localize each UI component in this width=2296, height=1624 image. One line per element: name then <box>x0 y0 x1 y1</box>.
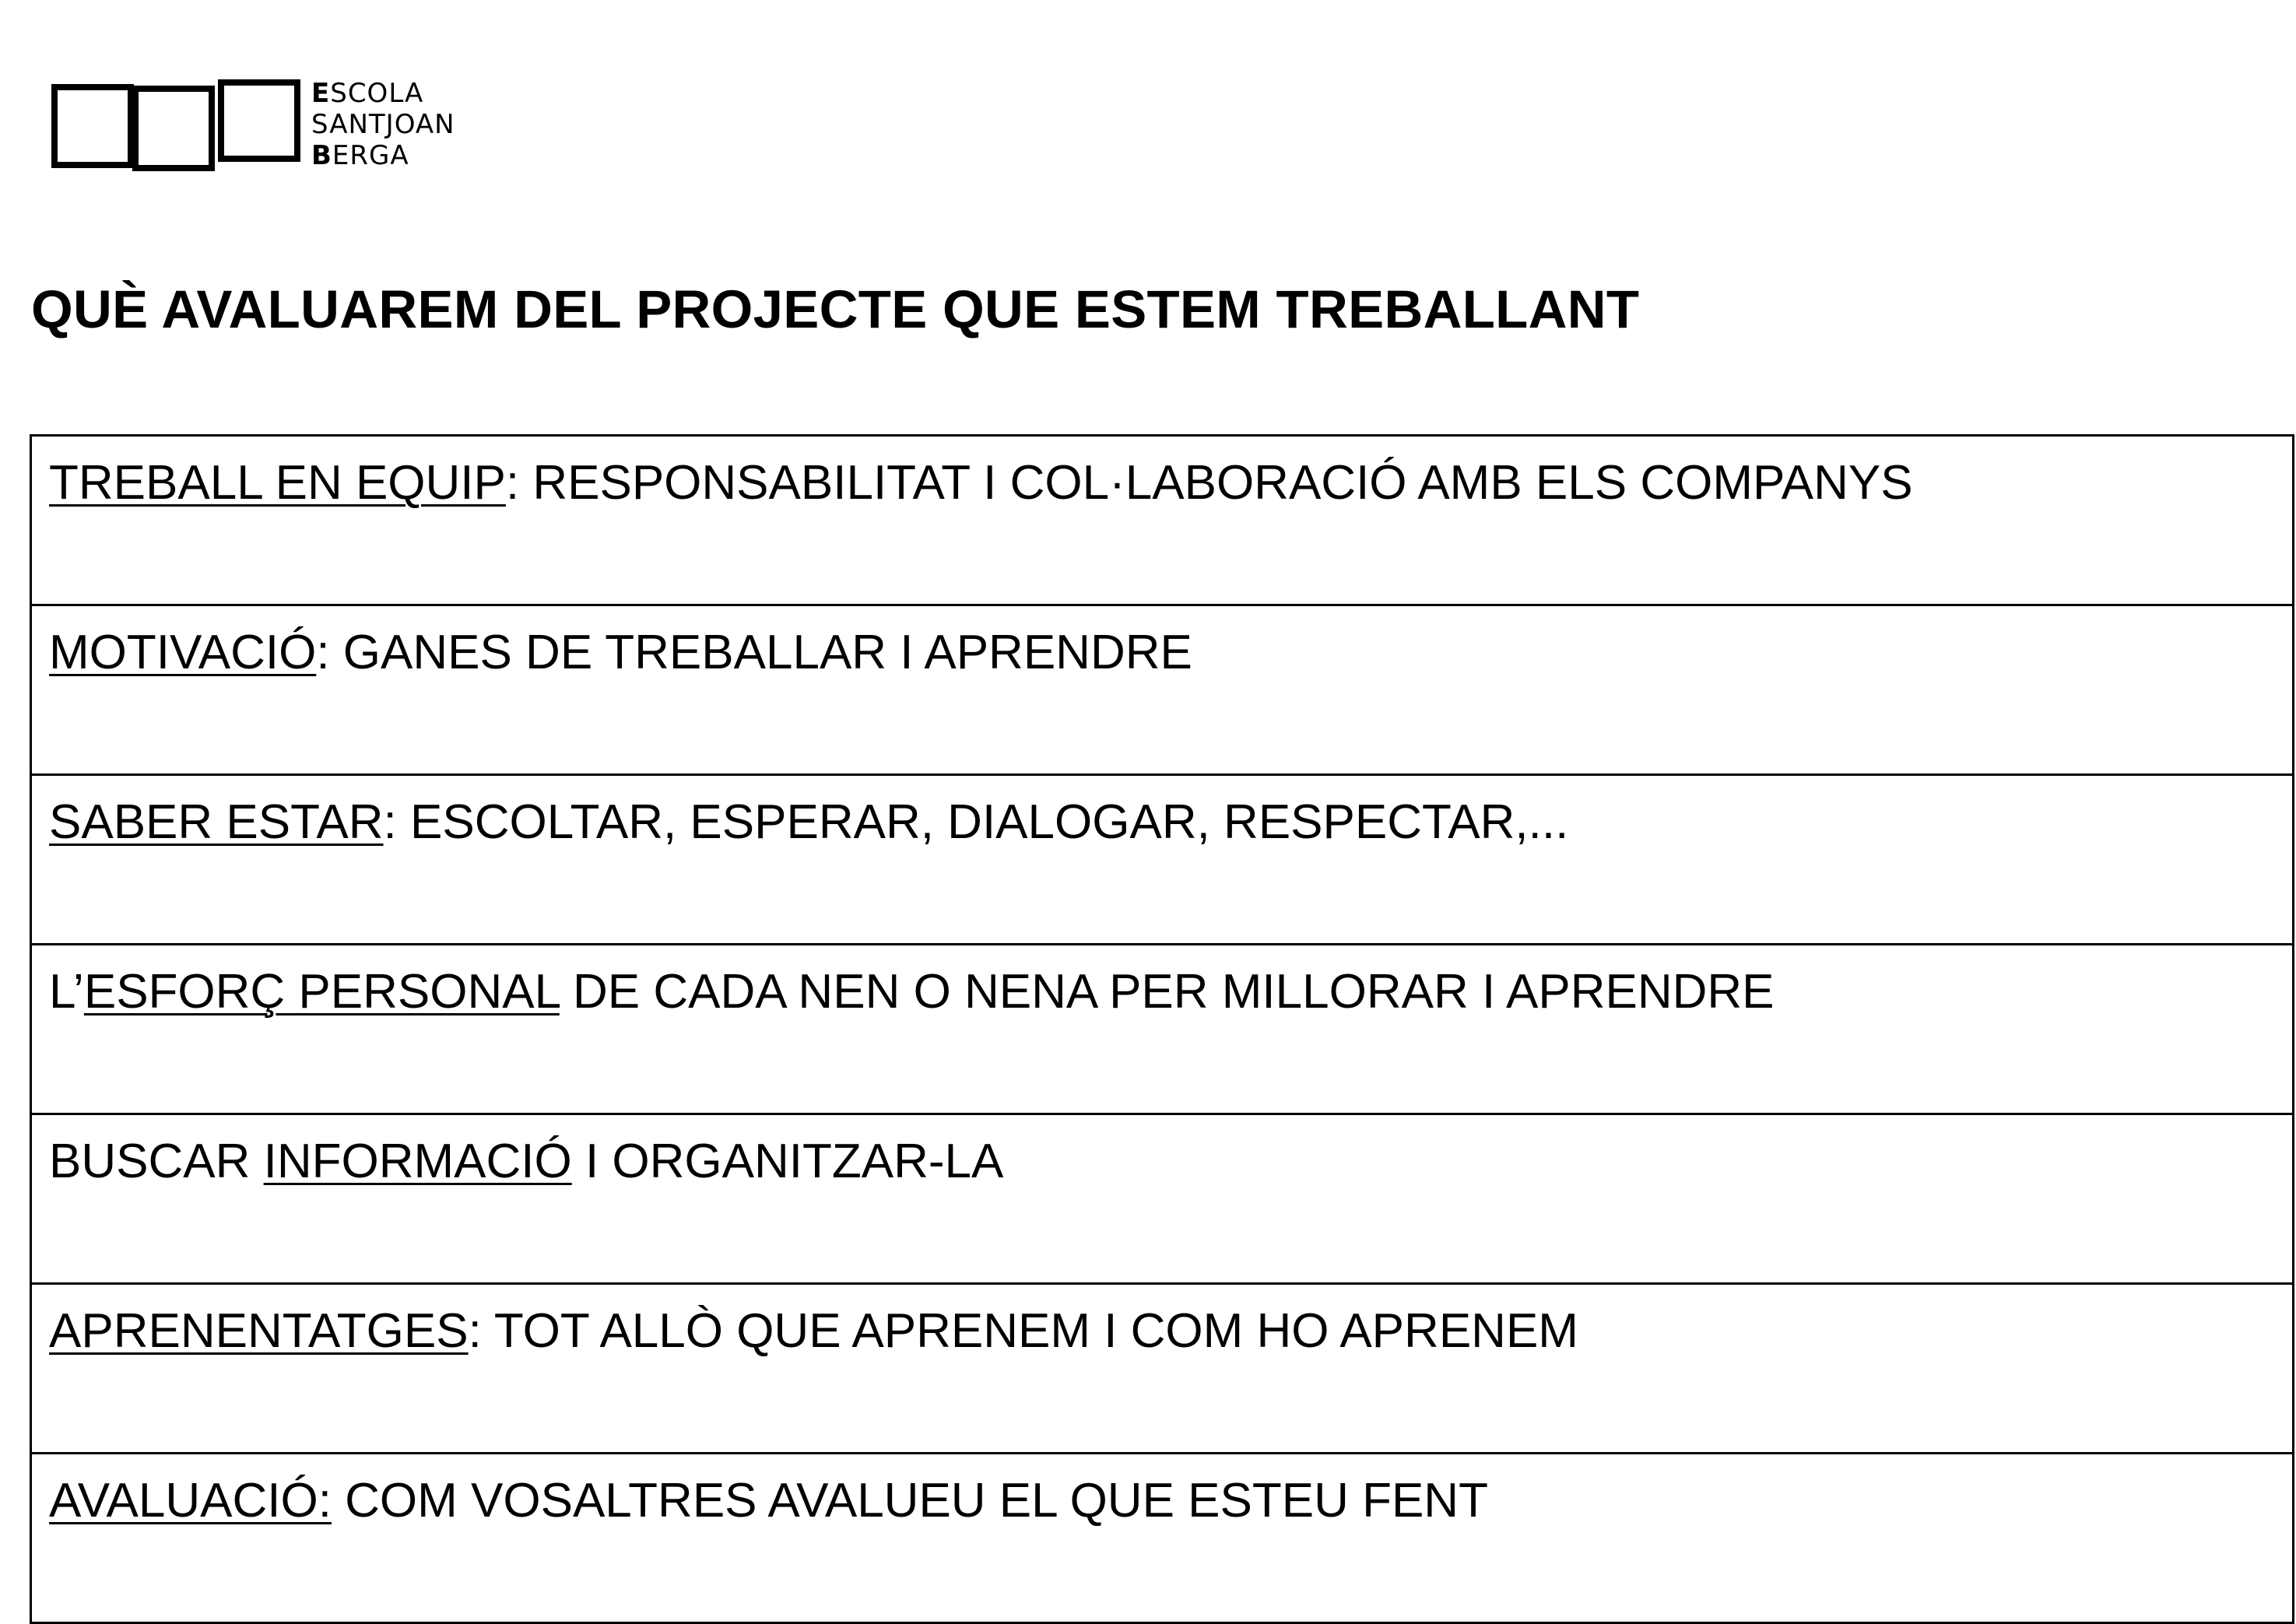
logo-line-1: ESCOLA <box>311 78 424 109</box>
criterion-cell-learning: APRENENTATGES: TOT ALLÒ QUE APRENEM I COM HO APRENEM <box>31 1284 2294 1454</box>
page-title: QUÈ AVALUAREM DEL PROJECTE QUE ESTEM TREBALLANT <box>31 279 1640 339</box>
logo-wordmark <box>311 78 455 171</box>
table-row <box>31 1114 2294 1284</box>
table-row <box>31 775 2294 945</box>
table-row <box>31 436 2294 605</box>
criterion-cell-teamwork: TREBALL EN EQUIP: RESPONSABILITAT I COL·LABORACIÓ AMB ELS COMPANYS <box>31 436 2294 605</box>
criterion-cell-behaviour: SABER ESTAR: ESCOLTAR, ESPERAR, DIALOGAR, RESPECTAR,... <box>31 775 2294 945</box>
criterion-cell-personal-effort: L’ESFORÇ PERSONAL DE CADA NEN O NENA PER MILLORAR I APRENDRE <box>31 945 2294 1114</box>
logo-line-3: BERGA <box>311 140 409 171</box>
school-logo <box>48 75 484 191</box>
criterion-cell-motivation: MOTIVACIÓ: GANES DE TREBALLAR I APRENDRE <box>31 605 2294 775</box>
logo-squares-icon <box>48 75 305 184</box>
table-row <box>31 945 2294 1114</box>
logo-line-2: SANTJOAN <box>311 109 455 140</box>
table-row <box>31 605 2294 775</box>
table-row <box>31 1454 2294 1623</box>
criterion-cell-information: BUSCAR INFORMACIÓ I ORGANITZAR-LA <box>31 1114 2294 1284</box>
table-row <box>31 1284 2294 1454</box>
evaluation-criteria-table <box>30 434 2294 1624</box>
criterion-cell-assessment: AVALUACIÓ: COM VOSALTRES AVALUEU EL QUE ESTEU FENT <box>31 1454 2294 1623</box>
